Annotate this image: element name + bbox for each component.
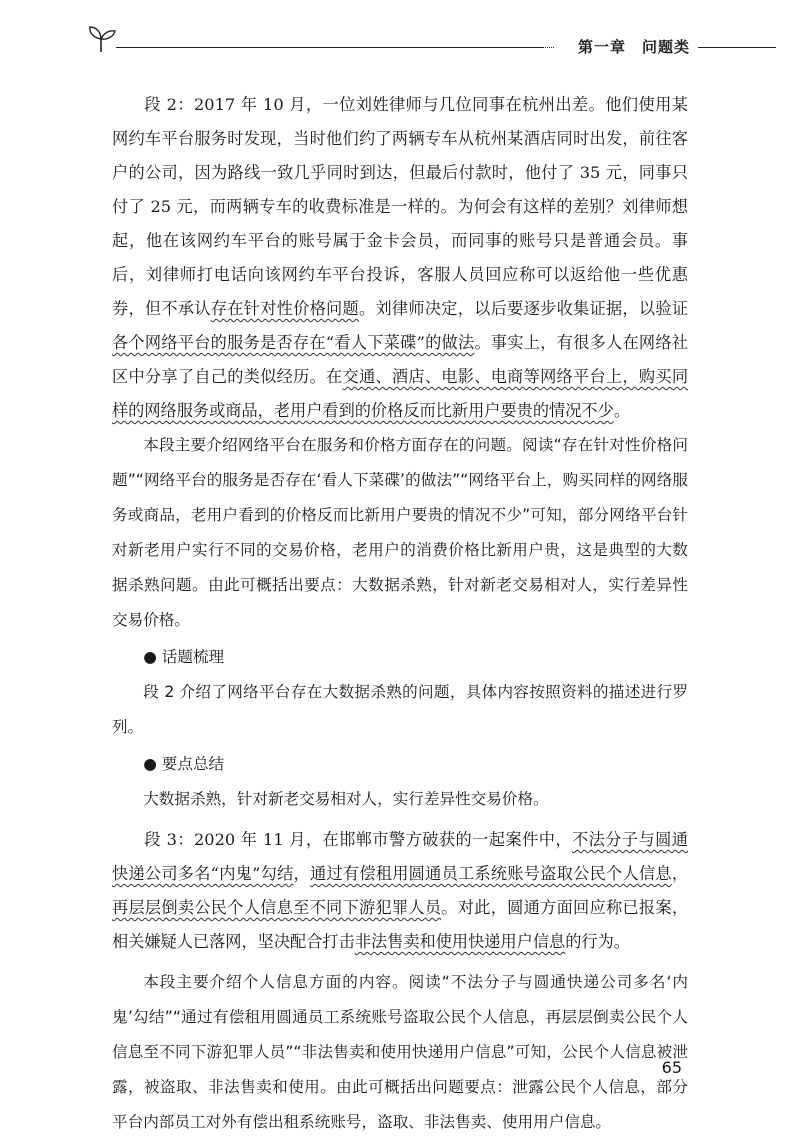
paragraph-2 [112, 88, 688, 428]
analysis-3: 本段主要介绍个人信息方面的内容。阅读“不法分子与圆通快递公司多名‘内鬼’勾结”“通过有偿租用圆通员工系统账号盗取公民个人信息，再层层倒卖公民个人信息至不同下游犯罪人员”“非法售卖和使用快递用户信息”可知，公民个人信息被泄露，被盗取、非法售卖和使用。由此可概括出问题要点：泄露公民个人信息，部分平台内部员工对外有偿出租系统账号，盗取、非法售卖、使用用户信息。 [112, 973, 688, 1131]
chapter-label: 第一章 [577, 38, 626, 56]
para2-text-4: 。 [613, 401, 630, 420]
analysis-2: 本段主要介绍网络平台在服务和价格方面存在的问题。阅读“存在针对性价格问题”“网络平台的服务是否存在‘看人下菜碟’的做法”“网络平台上，购买同样的网络服务或商品，老用户看到的价格反而比新用户要贵的情况不少”可知，部分网络平台针对新老用户实行不同的交易价格，老用户的消费价格比新用户贵，这是典型的大数据杀熟问题。由此可概括出要点：大数据杀熟，针对新老交易相对人，实行差异性交易价格。 [112, 436, 688, 629]
header-dotted-rule [494, 47, 554, 48]
para3-text-4: 。对此，圆通方面回应称已报案，相关嫌疑人已落网，坚决配合打击 [112, 898, 689, 951]
running-header [86, 22, 776, 62]
para3-text-3: ， [671, 864, 689, 883]
para2-text-3: 。事实上，有很多人在网络社区中分享了自己的类似经历。在 [112, 333, 688, 386]
para3-underline-3: 再层层倒卖公民个人信息至不同下游犯罪人员 [112, 898, 442, 917]
para3-text-1: 段 3：2020 年 11 月，在邯郸市警方破获的一起案件中， [144, 830, 572, 849]
page-body [112, 88, 688, 1140]
para3-underline-4: 非法售卖和使用快递用户信息 [354, 932, 566, 951]
para3-underline-1: 不法分子与圆通快递公司多名“内鬼”勾结 [112, 830, 688, 883]
para3-text-2: ， [293, 864, 310, 883]
page-number: 65 [661, 1058, 682, 1077]
para2-underline-1: 存在针对性价格问题 [210, 299, 359, 318]
header-rule-left [116, 47, 544, 48]
key-summary-heading: ● 要点总结 [143, 755, 225, 773]
para2-text-2: 。刘律师决定，以后要逐步收集证据，以验证 [358, 299, 689, 318]
para2-underline-3: 交通、酒店、电影、电商等网络平台上，购买同样的网络服务或商品，老用户看到的价格反而比新用户要贵的情况不少 [112, 367, 689, 420]
para3-text-5: 的行为。 [565, 932, 630, 951]
paragraph-3 [112, 823, 688, 959]
para2-underline-2: 各个网络平台的服务是否存在“看人下菜碟”的做法 [112, 333, 475, 352]
key-summary-text: 大数据杀熟，针对新老交易相对人，实行差异性交易价格。 [143, 790, 549, 808]
para2-text-1: 段 2：2017 年 10 月，一位刘姓律师与几位同事在杭州出差。他们使用某网约车平台服务时发现，当时他们约了两辆专车从杭州某酒店同时出发，前往客户的公司，因为路线一致几乎同时到达，但最后付款时，他付了 35 元，同事只付了 25 元，而两辆专车的收费标准是一样的。为何会有这样的差别？刘律师想起，他在该网约车平台的账号属于金卡会员，而同事的账号只是普通会员。事后，刘律师打电话向该网约车平台投诉，客服人员回应称可以返给他一些优惠券，但不承认 [112, 95, 688, 318]
topic-sort-text: 段 2 介绍了网络平台存在大数据杀熟的问题，具体内容按照资料的描述进行罗列。 [112, 683, 688, 736]
para3-underline-2: 通过有偿租用圆通员工系统账号盗取公民个人信息 [310, 864, 672, 883]
header-rule-right [698, 47, 776, 48]
topic-sort-heading: ● 话题梳理 [143, 648, 225, 666]
sprout-icon [86, 22, 118, 54]
section-label: 问题类 [641, 38, 690, 56]
